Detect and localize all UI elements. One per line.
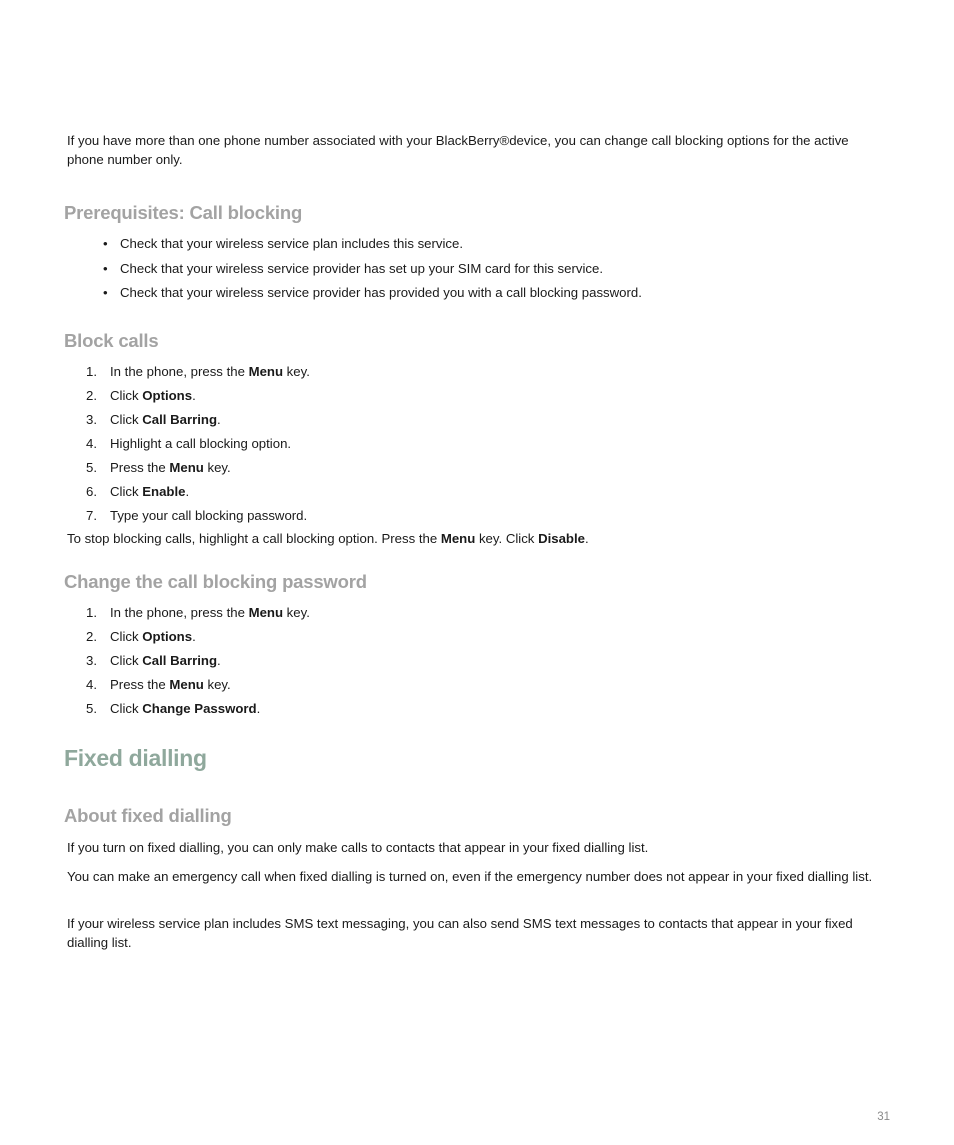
bullet-icon: • bbox=[103, 260, 108, 276]
step-number: 4. bbox=[86, 677, 97, 692]
prerequisites-heading: Prerequisites: Call blocking bbox=[64, 202, 303, 223]
step-item bbox=[86, 675, 310, 699]
step-text: Highlight a call blocking option. bbox=[110, 436, 292, 451]
prerequisites-list bbox=[103, 234, 642, 308]
note-keyword-menu: Menu bbox=[440, 531, 476, 546]
page-number: 31 bbox=[877, 1111, 890, 1123]
fixed-dialling-paragraph-1: If you turn on fixed dialling, you can only make calls to contacts that appear in your fixed dialling list. bbox=[67, 840, 649, 855]
list-item-text: Check that your wireless service plan includes this service. bbox=[120, 236, 464, 251]
step-text-end: . bbox=[185, 484, 190, 499]
step-item bbox=[86, 410, 310, 434]
step-number: 1. bbox=[86, 605, 97, 620]
step-keyword: Menu bbox=[248, 605, 284, 620]
step-text-end: . bbox=[217, 412, 221, 427]
step-text: In the phone, press the bbox=[110, 364, 249, 379]
step-text-end: key. bbox=[203, 677, 231, 692]
list-item-text: Check that your wireless service provider has set up your SIM card for this service. bbox=[120, 260, 603, 276]
note-text: key. Click bbox=[475, 531, 539, 546]
step-text: Click bbox=[110, 629, 143, 644]
list-item bbox=[103, 259, 642, 284]
step-keyword: Menu bbox=[169, 677, 204, 692]
change-password-heading: Change the call blocking password bbox=[64, 571, 367, 592]
step-number: 4. bbox=[86, 436, 97, 451]
step-text: Click bbox=[110, 484, 143, 499]
block-calls-steps bbox=[86, 362, 310, 530]
fixed-dialling-paragraph-2: You can make an emergency call when fixed dialling is turned on, even if the emergency number does not appear in your fixed dialling list. bbox=[67, 869, 873, 884]
step-item bbox=[86, 482, 310, 506]
step-keyword: Options bbox=[142, 388, 193, 403]
stop-blocking-note bbox=[67, 529, 887, 548]
step-item bbox=[86, 386, 310, 410]
step-number: 3. bbox=[86, 412, 97, 427]
step-number: 2. bbox=[86, 388, 97, 403]
step-text: Click bbox=[110, 701, 143, 716]
step-item bbox=[86, 434, 310, 458]
step-keyword: Options bbox=[142, 629, 193, 644]
step-text: Type your call blocking password. bbox=[110, 508, 308, 523]
step-keyword: Menu bbox=[169, 460, 204, 475]
list-item-text: Check that your wireless service provider has provided you with a call blocking password. bbox=[120, 285, 642, 300]
list-item bbox=[103, 234, 642, 259]
step-item bbox=[86, 362, 310, 386]
step-text: Click bbox=[110, 388, 143, 403]
step-number: 1. bbox=[86, 364, 97, 379]
step-text-end: key. bbox=[203, 460, 231, 475]
step-number: 7. bbox=[86, 508, 97, 523]
step-text-end: . bbox=[217, 653, 221, 668]
step-text: Click bbox=[110, 653, 143, 668]
step-number: 6. bbox=[86, 484, 97, 499]
step-text: Press the bbox=[110, 677, 170, 692]
step-text: In the phone, press the bbox=[110, 605, 249, 620]
bullet-icon: • bbox=[103, 236, 108, 251]
step-text-end: . bbox=[256, 701, 261, 716]
bullet-icon: • bbox=[103, 285, 108, 300]
step-text-end: key. bbox=[283, 364, 310, 379]
step-number: 2. bbox=[86, 629, 97, 644]
step-text-end: . bbox=[192, 629, 196, 644]
step-keyword: Call Barring bbox=[142, 412, 217, 427]
step-number: 5. bbox=[86, 460, 97, 475]
step-item bbox=[86, 699, 310, 723]
fixed-dialling-paragraph-3: If your wireless service plan includes SMS text messaging, you can also send SMS text messages to contacts that appear in your fixed dialling list. bbox=[67, 916, 853, 950]
step-number: 3. bbox=[86, 653, 97, 668]
step-text: Click bbox=[110, 412, 143, 427]
intro-paragraph: If you have more than one phone number associated with your BlackBerry®device, you can change call blocking options for the active phone number only. bbox=[67, 133, 849, 167]
step-keyword: Enable bbox=[142, 484, 186, 499]
step-item bbox=[86, 651, 310, 675]
step-text-end: . bbox=[192, 388, 196, 403]
note-text-end: . bbox=[585, 531, 589, 546]
list-item bbox=[103, 283, 642, 308]
note-text: To stop blocking calls, highlight a call blocking option. Press the bbox=[67, 531, 441, 546]
step-keyword: Change Password bbox=[142, 701, 257, 716]
step-keyword: Call Barring bbox=[142, 653, 217, 668]
step-text-end: key. bbox=[283, 605, 310, 620]
block-calls-heading: Block calls bbox=[64, 330, 159, 351]
step-item bbox=[86, 627, 310, 651]
step-text: Press the bbox=[110, 460, 170, 475]
fixed-dialling-heading: Fixed dialling bbox=[64, 745, 207, 771]
change-password-steps bbox=[86, 603, 310, 723]
step-item bbox=[86, 603, 310, 627]
note-keyword-disable: Disable bbox=[538, 531, 585, 546]
step-item bbox=[86, 458, 310, 482]
about-fixed-dialling-heading: About fixed dialling bbox=[64, 805, 232, 826]
step-keyword: Menu bbox=[248, 364, 284, 379]
step-item bbox=[86, 506, 310, 530]
step-number: 5. bbox=[86, 701, 97, 716]
